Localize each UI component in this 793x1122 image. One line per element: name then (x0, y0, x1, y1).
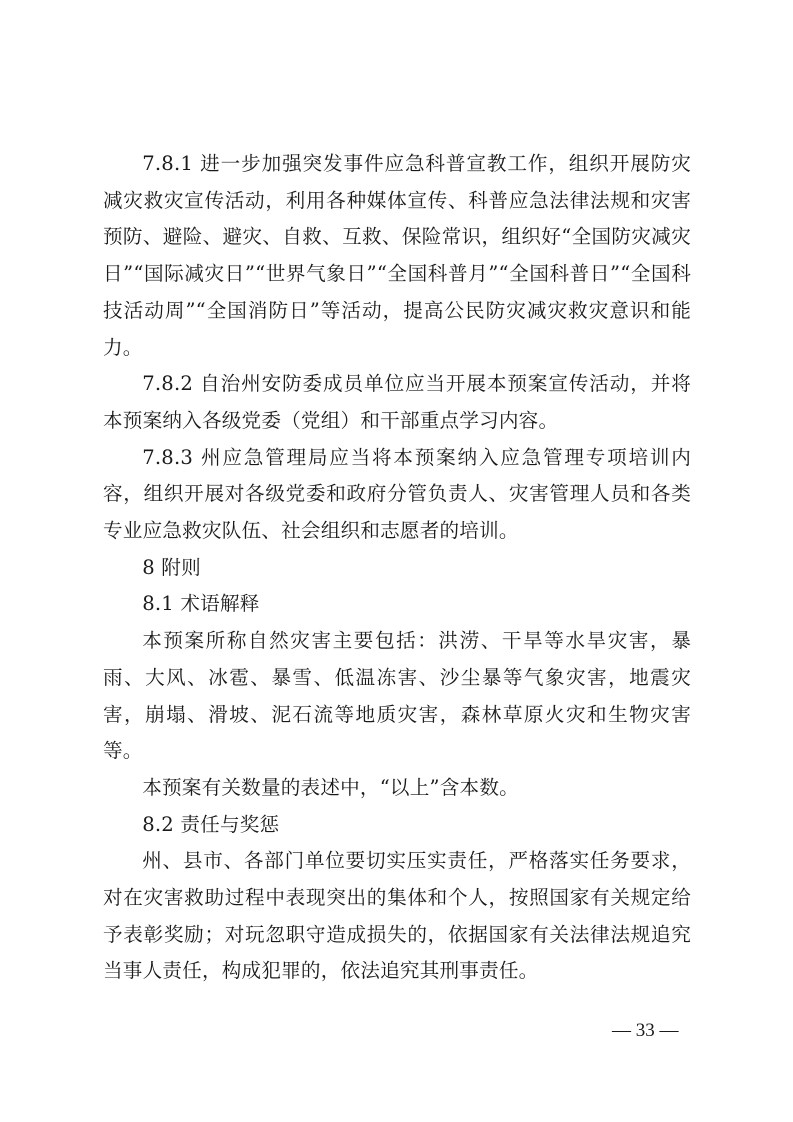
section-heading-8: 8 附则 (142, 555, 201, 579)
paragraph-7-8-1: 7.8.1 进一步加强突发事件应急科普宣教工作，组织开展防灾减灾救灾宣传活动，利用各种媒体宣传、科普应急法律法规和灾害预防、避险、避灾、自救、互救、保险常识，组织好“全国防灾减灾日”“国际减灾日”“世界气象日”“全国科普月”“全国科普日”“全国科技活动周”“全国消防日”等活动，提高公民防灾减灾救灾意识和能力。 (103, 152, 691, 359)
page-number: — 33 — (612, 1020, 679, 1041)
paragraph-definition-disasters: 本预案所称自然灾害主要包括：洪涝、干旱等水旱灾害，暴雨、大风、冰雹、暴雪、低温冻害、沙尘暴等气象灾害，地震灾害，崩塌、滑坡、泥石流等地质灾害，森林草原火灾和生物灾害等。 (103, 629, 691, 763)
paragraph-definition-quantity: 本预案有关数量的表述中，“以上”含本数。 (142, 775, 519, 799)
paragraph-7-8-3: 7.8.3 州应急管理局应当将本预案纳入应急管理专项培训内容，组织开展对各级党委和政府分管负责人、灾害管理人员和各类专业应急救灾队伍、社会组织和志愿者的培训。 (103, 445, 691, 543)
subsection-heading-8-1: 8.1 术语解释 (142, 592, 260, 616)
document-body (103, 146, 691, 990)
paragraph-7-8-2: 7.8.2 自治州安防委成员单位应当开展本预案宣传活动，并将本预案纳入各级党委（党组）和干部重点学习内容。 (103, 372, 691, 432)
paragraph-responsibility: 州、县市、各部门单位要切实压实责任，严格落实任务要求，对在灾害救助过程中表现突出的集体和个人，按照国家有关规定给予表彰奖励；对玩忽职守造成损失的，依据国家有关法律法规追究当事人责任，构成犯罪的，依法追究其刑事责任。 (103, 849, 691, 983)
subsection-heading-8-2: 8.2 责任与奖惩 (142, 812, 280, 836)
